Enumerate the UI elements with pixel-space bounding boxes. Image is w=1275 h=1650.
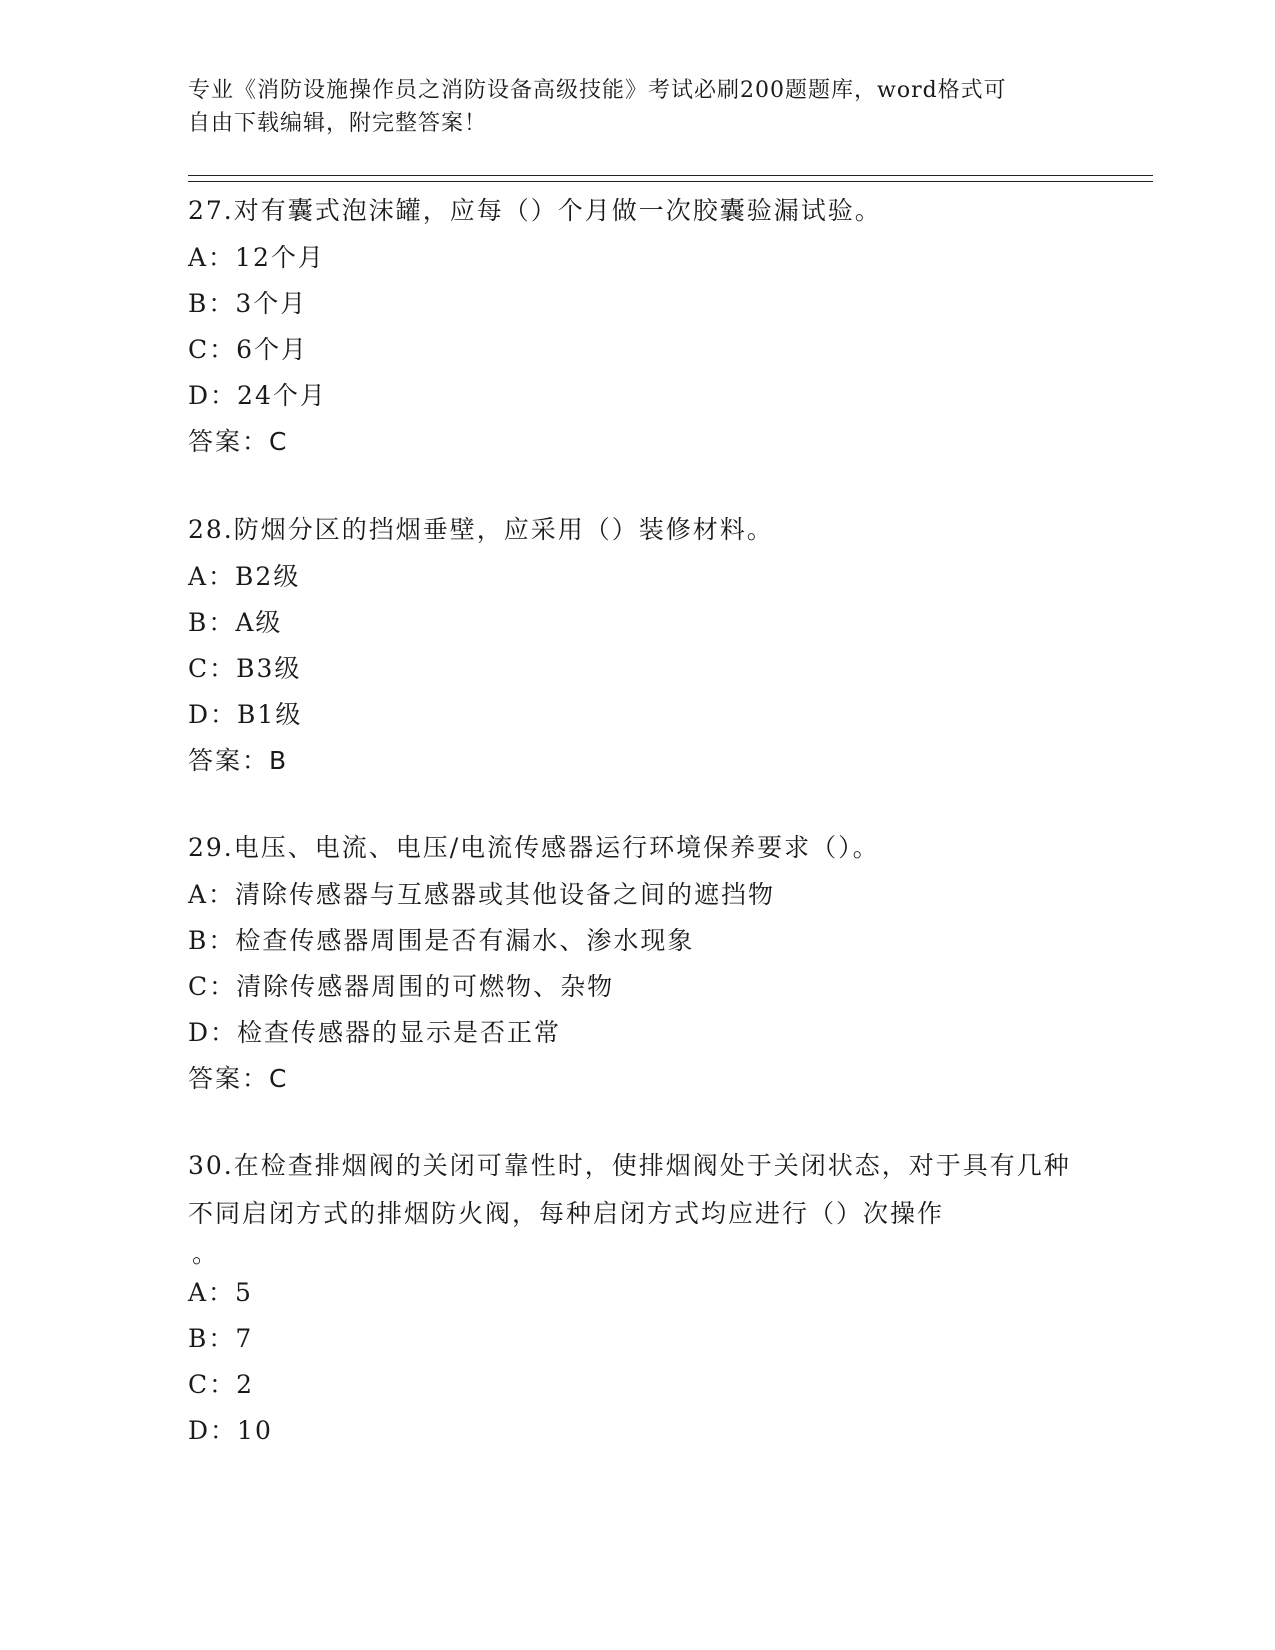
- option-a: A：5: [188, 1278, 253, 1307]
- option-c: C：B3级: [188, 654, 302, 683]
- option-b: B：7: [188, 1324, 254, 1353]
- answer-line: 答案：C: [188, 427, 289, 456]
- option-a: A：清除传感器与互感器或其他设备之间的遮挡物: [188, 880, 776, 909]
- option-c: C：6个月: [188, 335, 309, 364]
- question-stem: 29.电压、电流、电压/电流传感器运行环境保养要求（）。: [188, 833, 880, 862]
- option-d: D：B1级: [188, 700, 303, 729]
- answer-line: 答案：C: [188, 1064, 289, 1093]
- header-divider-top: [188, 175, 1153, 176]
- option-d: D：24个月: [188, 381, 327, 410]
- question-27: [188, 187, 1088, 465]
- document-header: 专业《消防设施操作员之消防设备高级技能》考试必刷200题题库，word格式可 自由下载编辑，附完整答案！: [188, 78, 1007, 136]
- question-stem: 27.对有囊式泡沫罐，应每（）个月做一次胶囊验漏试验。: [188, 196, 882, 225]
- option-b: B：3个月: [188, 289, 308, 318]
- option-b: B：检查传感器周围是否有漏水、渗水现象: [188, 926, 695, 955]
- option-d: D：检查传感器的显示是否正常: [188, 1018, 562, 1047]
- question-28: [188, 506, 1088, 784]
- question-29: [188, 824, 1088, 1102]
- question-stem-tail: 。: [192, 1239, 220, 1268]
- answer-line: 答案：B: [188, 746, 289, 775]
- header-divider-bottom: [188, 181, 1153, 182]
- option-a: A：12个月: [188, 243, 325, 272]
- option-a: A：B2级: [188, 562, 301, 591]
- question-stem: 28.防烟分区的挡烟垂壁，应采用（）装修材料。: [188, 515, 774, 544]
- question-stem: 30.在检查排烟阀的关闭可靠性时，使排烟阀处于关闭状态，对于具有几种不同启闭方式的排烟防火阀，每种启闭方式均应进行（）次操作: [188, 1151, 1071, 1228]
- option-c: C：清除传感器周围的可燃物、杂物: [188, 972, 615, 1001]
- option-b: B：A级: [188, 608, 283, 637]
- option-c: C：2: [188, 1370, 255, 1399]
- option-d: D：10: [188, 1416, 273, 1445]
- question-30: [188, 1142, 1088, 1454]
